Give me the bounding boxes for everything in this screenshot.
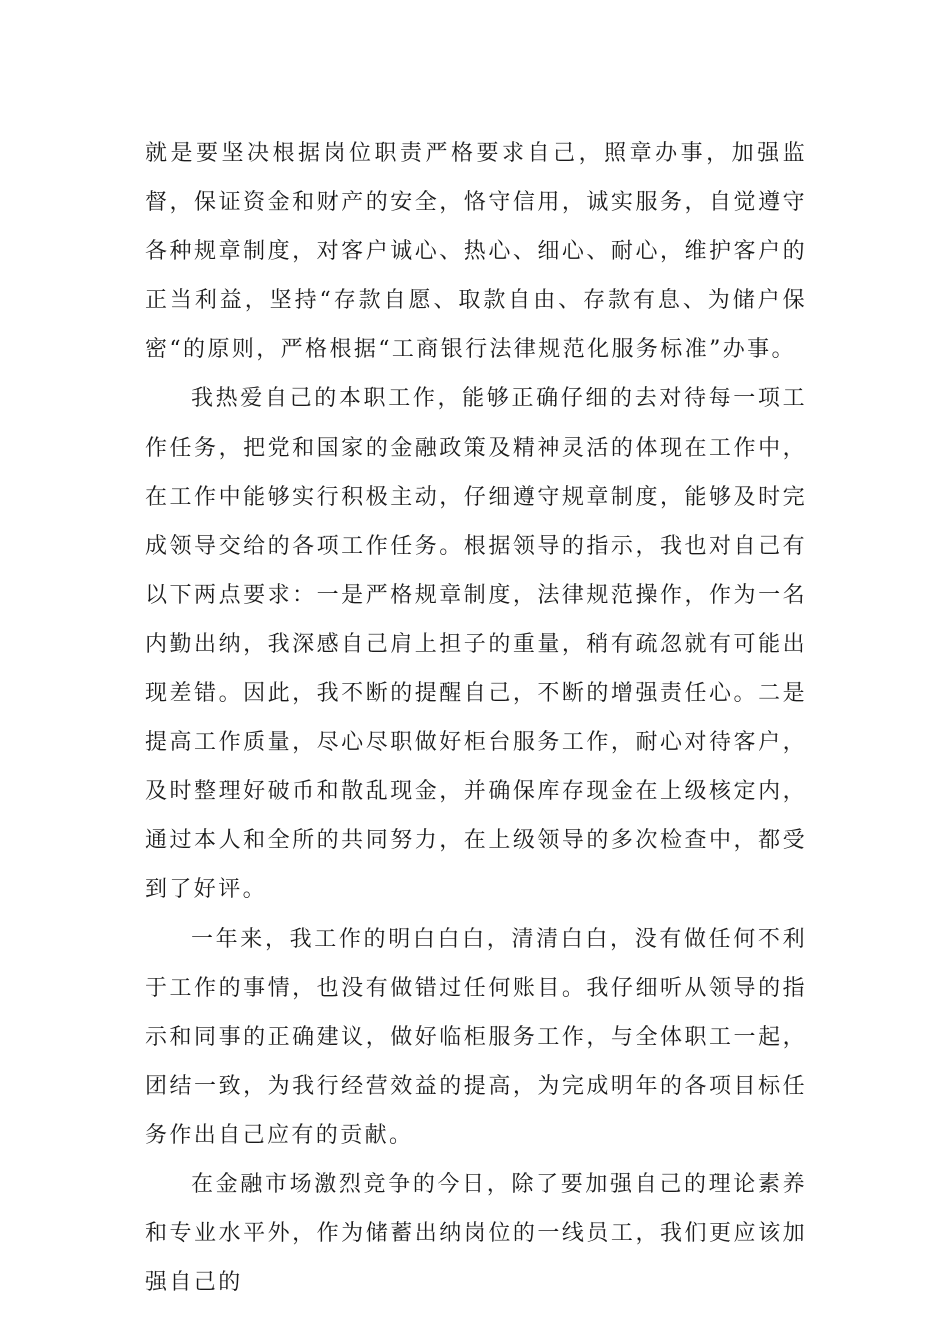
paragraph-2: 我热爱自己的本职工作，能够正确仔细的去对待每一项工作任务，把党和国家的金融政策及精神灵活的体现在工作中，在工作中能够实行积极主动，仔细遵守规章制度，能够及时完成领导交给的各项工作任务。根据领导的指示，我也对自己有以下两点要求：一是严格规章制度，法律规范操作，作为一名内勤出纳，我深感自己肩上担子的重量，稍有疏忽就有可能出现差错。因此，我不断的提醒自己，不断的增强责任心。二是提高工作质量，尽心尽职做好柜台服务工作，耐心对待客户，及时整理好破币和散乱现金，并确保库存现金在上级核定内，通过本人和全所的共同努力，在上级领导的多次检查中，都受到了好评。 bbox=[145, 386, 807, 903]
paragraph-4: 在金融市场激烈竞争的今日，除了要加强自己的理论素养和专业水平外，作为储蓄出纳岗位的一线员工，我们更应该加强自己的 bbox=[145, 1171, 807, 1296]
document-body bbox=[145, 129, 807, 1307]
paragraph-1: 就是要坚决根据岗位职责严格要求自己，照章办事，加强监督，保证资金和财产的安全，恪守信用，诚实服务，自觉遵守各种规章制度，对客户诚心、热心、细心、耐心，维护客户的正当利益，坚持“存款自愿、取款自由、存款有息、为储户保密“的原则，严格根据“工商银行法律规范化服务标准”办事。 bbox=[145, 141, 807, 363]
paragraph-3: 一年来，我工作的明白白白，清清白白，没有做任何不利于工作的事情，也没有做错过任何账目。我仔细听从领导的指示和同事的正确建议，做好临柜服务工作，与全体职工一起，团结一致，为我行经营效益的提高，为完成明年的各项目标任务作出自己应有的贡献。 bbox=[145, 926, 807, 1148]
